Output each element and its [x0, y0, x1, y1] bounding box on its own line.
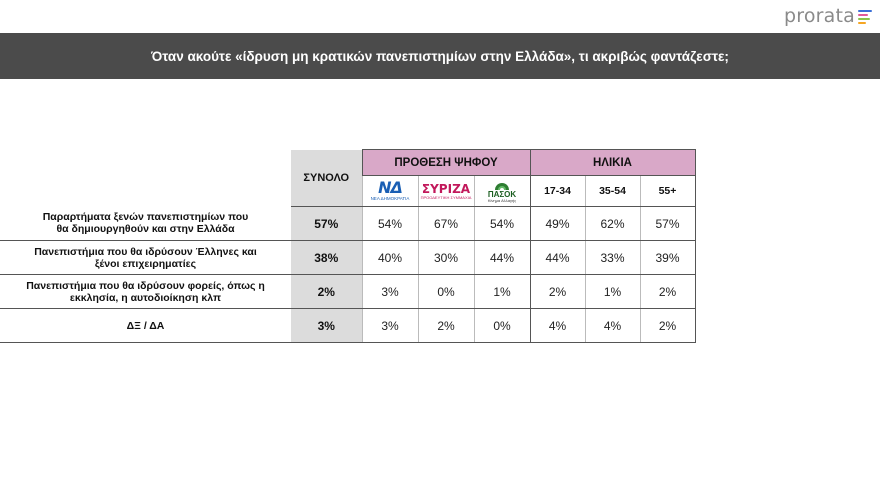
- syriza-logo-icon: [419, 183, 474, 200]
- results-table: [0, 149, 696, 343]
- row-label-line: εκκλησία, η αυτοδιοίκηση κλπ: [69, 291, 222, 304]
- pasok-logo-icon: [475, 179, 530, 203]
- nd-logo-icon: [363, 180, 418, 202]
- row-label-line: ξένοι επιχειρηματίες: [94, 257, 197, 270]
- age-cell: 2%: [530, 275, 585, 309]
- logo-bar: [858, 14, 868, 16]
- logo-bars-icon: [858, 10, 872, 24]
- age-cell: 2%: [640, 275, 695, 309]
- vote-cell: 30%: [418, 241, 474, 275]
- table-row: [0, 309, 695, 343]
- logo-bar: [858, 22, 866, 24]
- nd-caption: ΝΕΑ ΔΗΜΟΚΡΑΤΙΑ: [370, 196, 410, 202]
- vote-cell: 3%: [362, 309, 418, 343]
- title-banner: [0, 33, 880, 79]
- total-cell: 38%: [291, 241, 362, 275]
- row-label-line: ΔΞ / ΔΑ: [126, 319, 165, 332]
- row-label: [0, 241, 291, 275]
- age-cell: 62%: [585, 207, 640, 241]
- vote-cell: 54%: [474, 207, 530, 241]
- nd-mark: ΝΔ: [378, 178, 402, 198]
- vote-cell: 40%: [362, 241, 418, 275]
- total-header: ΣΥΝΟΛΟ: [291, 150, 362, 207]
- age-cell: 2%: [640, 309, 695, 343]
- party-pasok: [474, 176, 530, 207]
- age-col-header: 17-34: [530, 176, 585, 207]
- vote-cell: 67%: [418, 207, 474, 241]
- row-label-line: Παραρτήματα ξενών πανεπιστημίων που: [42, 211, 249, 224]
- vote-cell: 1%: [474, 275, 530, 309]
- age-cell: 39%: [640, 241, 695, 275]
- page-title: Όταν ακούτε «ίδρυση μη κρατικών πανεπιστημίων στην Ελλάδα», τι ακριβώς φαντάζεστε;: [151, 48, 729, 64]
- vote-cell: 0%: [474, 309, 530, 343]
- logo-bar: [858, 18, 870, 20]
- age-cell: 49%: [530, 207, 585, 241]
- row-label-line: Πανεπιστήμια που θα ιδρύσουν φορείς, όπως η: [26, 279, 265, 292]
- total-cell: 57%: [291, 207, 362, 241]
- party-nd: [362, 176, 418, 207]
- age-col-header: 35-54: [585, 176, 640, 207]
- table-row: [0, 207, 695, 241]
- age-cell: 4%: [530, 309, 585, 343]
- age-cell: 1%: [585, 275, 640, 309]
- vote-cell: 44%: [474, 241, 530, 275]
- prorata-logo: [784, 5, 872, 27]
- pasok-mark: ΠΑΣΟΚ: [487, 190, 517, 199]
- total-cell: 2%: [291, 275, 362, 309]
- pasok-caption: Κίνημα Αλλαγής: [487, 198, 517, 203]
- party-syriza: [418, 176, 474, 207]
- age-cell: 4%: [585, 309, 640, 343]
- vote-cell: 0%: [418, 275, 474, 309]
- row-label: [0, 309, 291, 343]
- empty-corner: [0, 150, 291, 207]
- table-row: [0, 275, 695, 309]
- vote-cell: 2%: [418, 309, 474, 343]
- age-cell: 57%: [640, 207, 695, 241]
- row-label: [0, 207, 291, 241]
- table-row: [0, 241, 695, 275]
- vote-intention-header: ΠΡΟΘΕΣΗ ΨΗΦΟΥ: [362, 150, 530, 176]
- vote-cell: 3%: [362, 275, 418, 309]
- age-cell: 33%: [585, 241, 640, 275]
- age-header: ΗΛΙΚΙΑ: [530, 150, 695, 176]
- syriza-mark: ΣΥΡΙΖΑ: [421, 181, 471, 196]
- syriza-caption: ΠΡΟΟΔΕΥΤΙΚΗ ΣΥΜΜΑΧΙΑ: [420, 194, 472, 200]
- logo-bar: [858, 10, 872, 12]
- row-label: [0, 275, 291, 309]
- age-cell: 44%: [530, 241, 585, 275]
- logo-text: prorata: [783, 5, 855, 27]
- row-label-line: θα δημιουργηθούν και στην Ελλάδα: [56, 223, 235, 236]
- vote-cell: 54%: [362, 207, 418, 241]
- total-cell: 3%: [291, 309, 362, 343]
- age-col-header: 55+: [640, 176, 695, 207]
- row-label-line: Πανεπιστήμια που θα ιδρύσουν Έλληνες και: [34, 245, 257, 258]
